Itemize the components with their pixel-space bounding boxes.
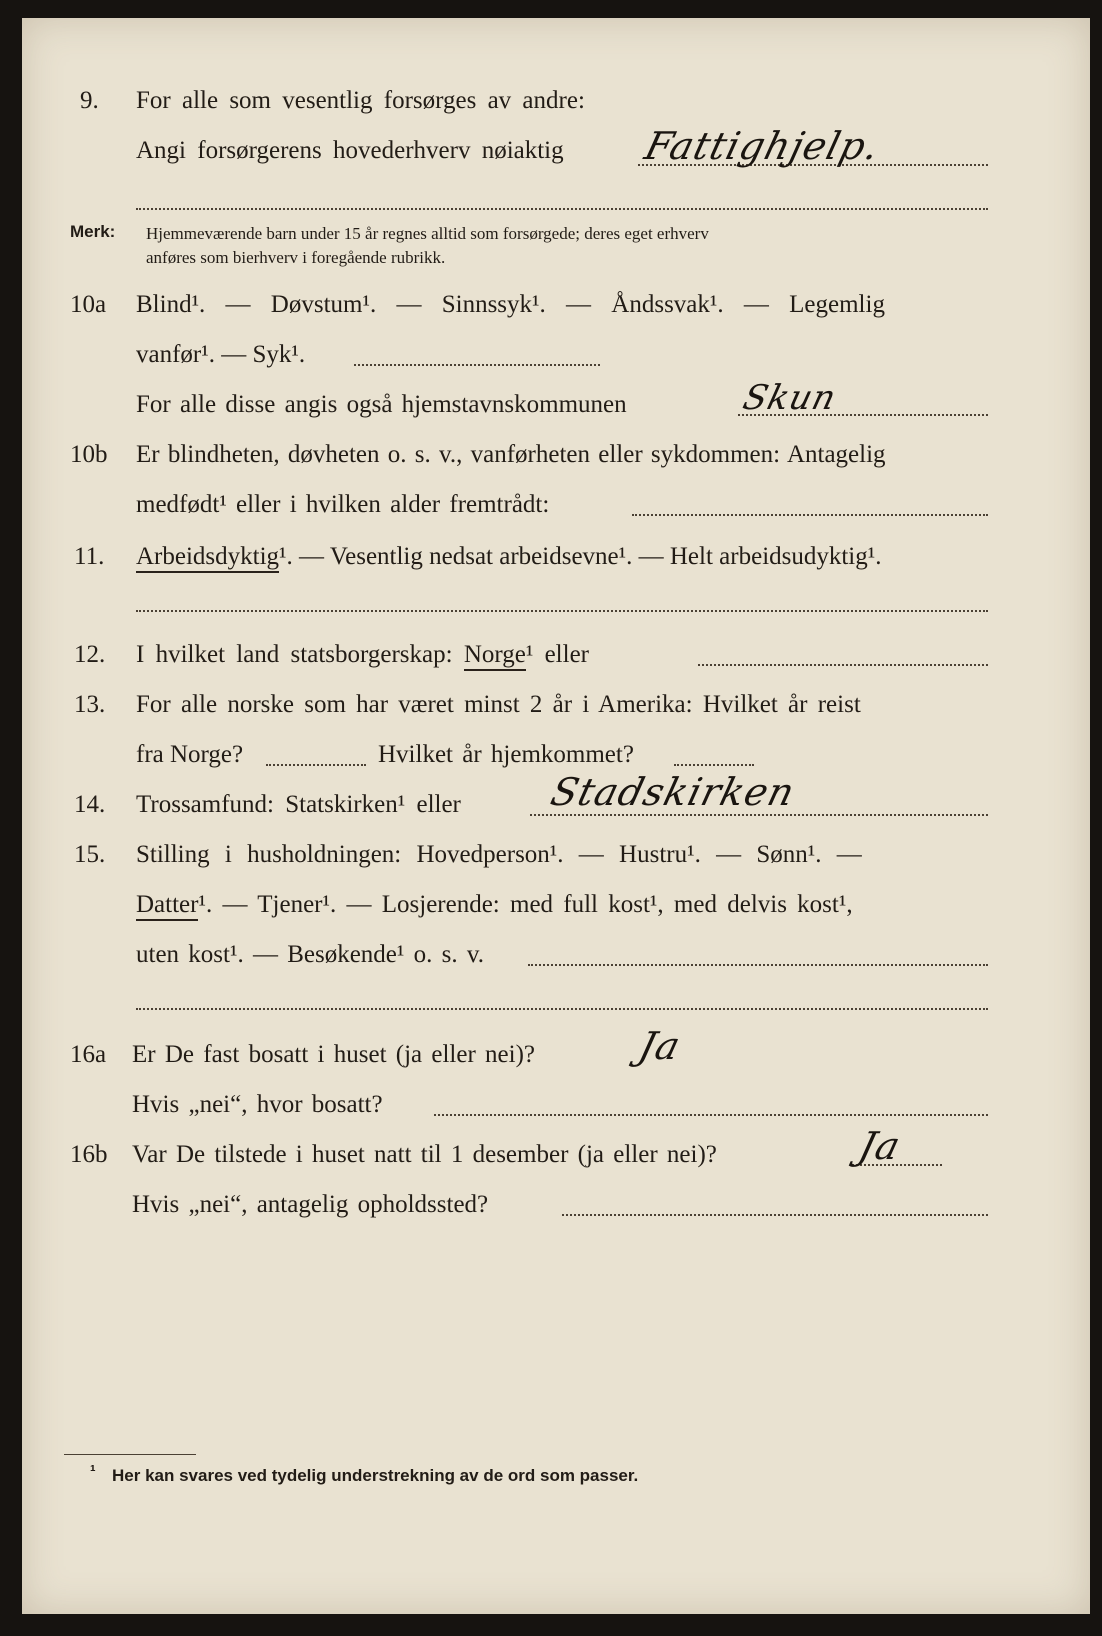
q15-option-datter-underlined: Datter xyxy=(136,891,198,921)
q9-answer-handwriting: Fattighjelp. xyxy=(640,124,885,168)
q11-option-arbeidsdyktig-underlined: Arbeidsdyktig xyxy=(136,543,279,573)
q13-reist-blank xyxy=(266,764,366,766)
q10a-line2: vanfør¹. — Syk¹. xyxy=(136,341,306,368)
q10b-number: 10b xyxy=(70,441,108,468)
merk-label: Merk: xyxy=(70,222,116,241)
q10a-line1: Blind¹. — Døvstum¹. — Sinnssyk¹. — Åndssvak¹. — Legemlig xyxy=(136,291,885,318)
q15-line2 xyxy=(136,890,853,920)
q13-line2b: Hvilket år hjemkommet? xyxy=(378,741,634,768)
q12-line xyxy=(136,640,589,670)
footnote-text: Her kan svares ved tydelig understrekning av de ord som passer. xyxy=(112,1466,639,1485)
q12-answer-line xyxy=(698,664,988,666)
q14-number: 14. xyxy=(74,791,106,818)
q14-answer-line xyxy=(530,814,988,816)
q16b-line2: Hvis „nei“, antagelig opholdssted? xyxy=(132,1191,489,1218)
q10a-line3: For alle disse angis også hjemstavnskommunen xyxy=(136,391,627,418)
census-form-page xyxy=(22,18,1090,1614)
q11-extra-line xyxy=(136,610,988,612)
q16a-number: 16a xyxy=(70,1041,107,1068)
q15-line2-rest: ¹. — Tjener¹. — Losjerende: med full kost¹, med delvis kost¹, xyxy=(198,891,853,918)
q15-line1: Stilling i husholdningen: Hovedperson¹. — Hustru¹. — Sønn¹. — xyxy=(136,841,862,868)
q15-answer-line xyxy=(528,964,988,966)
footnote-marker: ¹ xyxy=(90,1462,96,1481)
q12-option-norge-underlined: Norge xyxy=(464,641,526,671)
q16a-answer-handwriting: Ja xyxy=(634,1024,686,1068)
q10a-line2-blank xyxy=(354,364,600,366)
q12-after: ¹ eller xyxy=(525,641,589,668)
q14-answer-handwriting: Stadskirken xyxy=(546,770,800,814)
q9-number: 9. xyxy=(80,87,99,114)
q16a-line1: Er De fast bosatt i huset (ja eller nei)? xyxy=(132,1041,536,1068)
q15-extra-line xyxy=(136,1008,988,1010)
q10b-answer-line xyxy=(632,514,988,516)
footnote-rule xyxy=(64,1454,196,1455)
q16b-number: 16b xyxy=(70,1141,108,1168)
q16a-answer-line xyxy=(434,1114,988,1116)
merk-line2: anføres som bierhverv i foregående rubrikk. xyxy=(146,248,446,267)
q12-number: 12. xyxy=(74,641,106,668)
q10a-answer-handwriting: Skun xyxy=(739,378,841,418)
q11-line xyxy=(136,542,882,572)
q16a-line2: Hvis „nei“, hvor bosatt? xyxy=(132,1091,383,1118)
q9-extra-line xyxy=(136,208,988,210)
q10b-line2: medfødt¹ eller i hvilken alder fremtrådt: xyxy=(136,491,550,518)
q12-text: I hvilket land statsborgerskap: xyxy=(136,641,453,668)
q14-text: Trossamfund: Statskirken¹ eller xyxy=(136,791,461,818)
q13-line2a: fra Norge? xyxy=(136,741,244,768)
q9-line2: Angi forsørgerens hovederhverv nøiaktig xyxy=(136,137,564,164)
merk-line1: Hjemmeværende barn under 15 år regnes alltid som forsørgede; deres eget erhverv xyxy=(146,224,709,243)
q13-number: 13. xyxy=(74,691,106,718)
q9-line1: For alle som vesentlig forsørges av andre: xyxy=(136,87,585,114)
q11-number: 11. xyxy=(74,543,105,570)
q13-hjemkommet-blank xyxy=(674,764,754,766)
q10a-number: 10a xyxy=(70,291,107,318)
q11-rest: ¹. — Vesentlig nedsat arbeidsevne¹. — Helt arbeidsudyktig¹. xyxy=(279,543,882,570)
q10b-line1: Er blindheten, døvheten o. s. v., vanførheten eller sykdommen: Antagelig xyxy=(136,441,886,468)
q16b-line1: Var De tilstede i huset natt til 1 desember (ja eller nei)? xyxy=(132,1141,717,1168)
q15-line3: uten kost¹. — Besøkende¹ o. s. v. xyxy=(136,941,485,968)
q16b-answer-blank xyxy=(562,1214,988,1216)
q13-line1: For alle norske som har været minst 2 år i Amerika: Hvilket år reist xyxy=(136,691,861,718)
q15-number: 15. xyxy=(74,841,106,868)
q16b-answer-handwriting: Ja xyxy=(854,1124,906,1168)
